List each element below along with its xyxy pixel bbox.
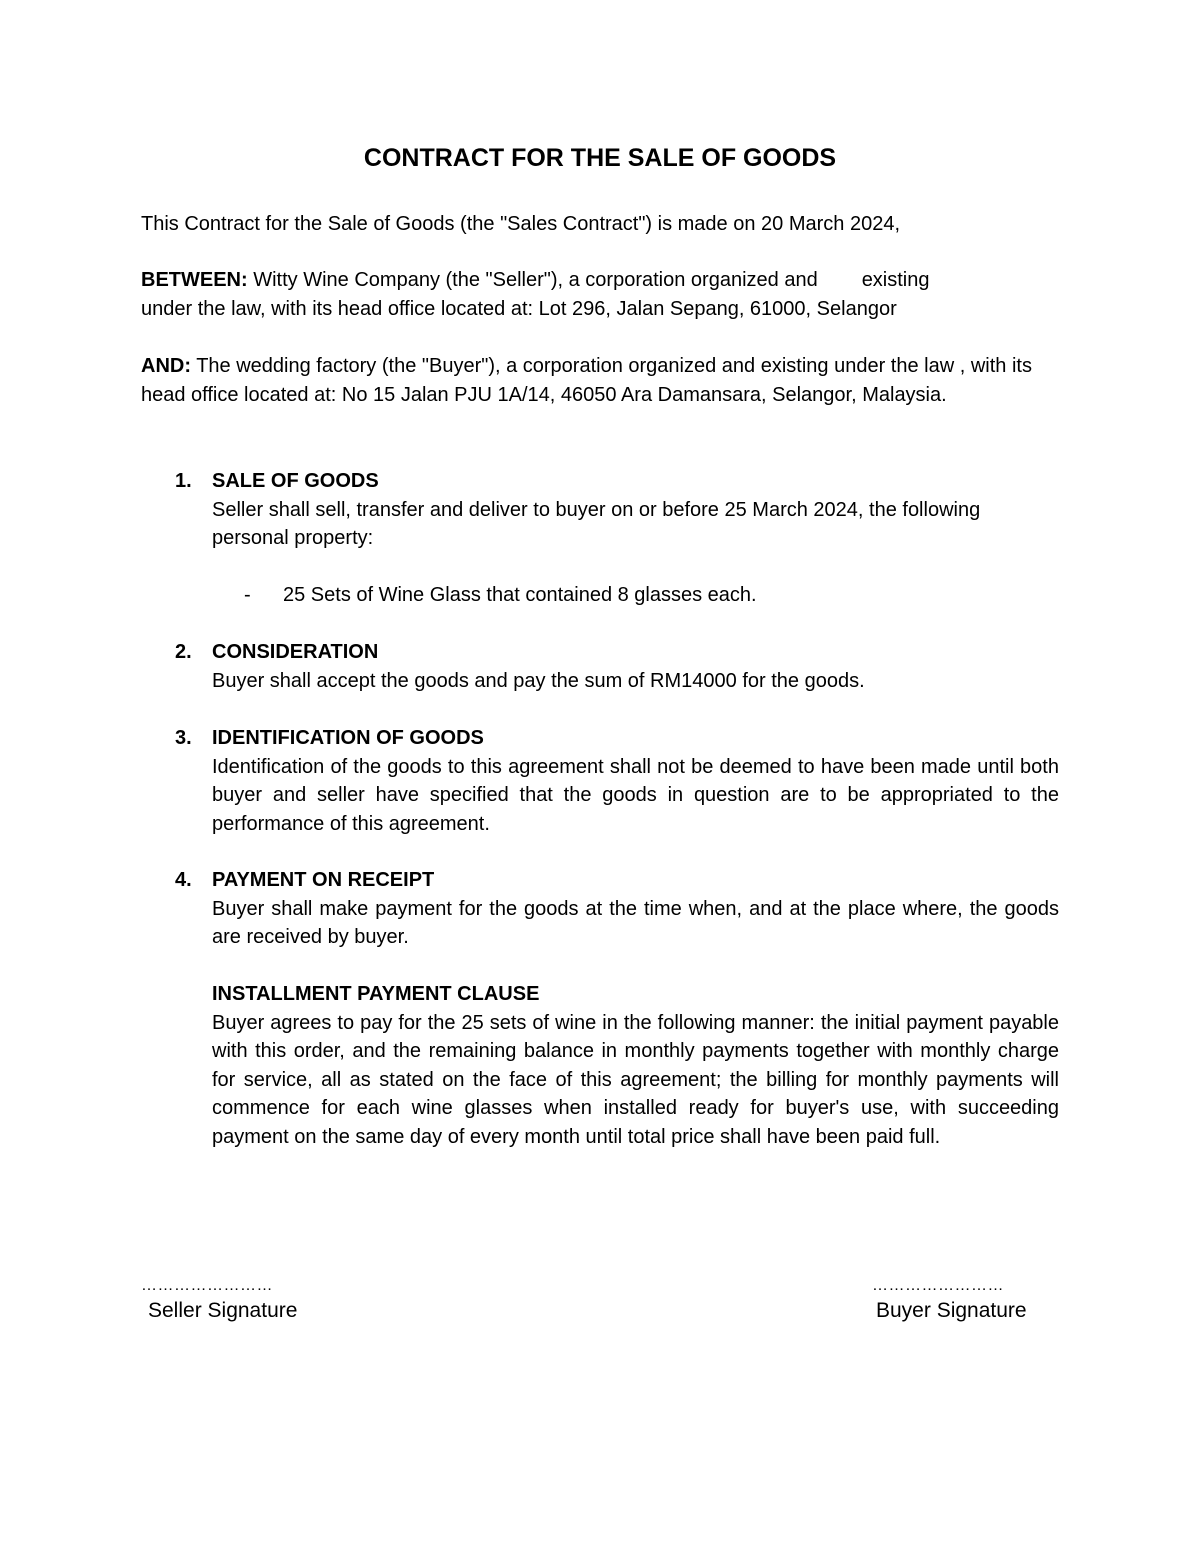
section-title: SALE OF GOODS [212,470,379,492]
section-body: Seller shall sell, transfer and deliver to buyer on or before 25 March 2024, the following personal property: [212,498,981,549]
section-title: CONSIDERATION [212,641,379,663]
section-identification-of-goods [141,724,1059,838]
section-title: PAYMENT ON RECEIPT [212,869,435,891]
between-paragraph [141,266,1059,323]
section-number: 3. [175,727,192,749]
section-installment-payment [141,980,1059,1151]
section-body: Identification of the goods to this agreement shall not be deemed to have been made until both buyer and seller have specified that the goods in question are to be appropriated to the performance of this agreement. [212,755,1059,835]
section-body: Buyer shall make payment for the goods at the time when, and at the place where, the goods are received by buyer. [212,897,1059,948]
section-body: Buyer shall accept the goods and pay the sum of RM14000 for the goods. [212,669,865,692]
section-number: 1. [175,470,192,492]
intro-paragraph: This Contract for the Sale of Goods (the "Sales Contract") is made on 20 March 2024, [141,213,901,235]
seller-party-text-cont: existing [861,269,930,291]
buyer-party-text: The wedding factory (the "Buyer"), a corporation organized and existing under the law , with its head office located at: No 15 Jalan PJU 1A/14, 46050 Ara Damansara, Selangor, Malaysia. [141,355,1032,406]
list-dash: - [244,584,251,606]
buyer-signature-block [872,1276,1027,1326]
seller-signature-label: Seller Signature [148,1299,298,1322]
buyer-signature-label: Buyer Signature [876,1299,1027,1322]
section-title: INSTALLMENT PAYMENT CLAUSE [212,983,540,1005]
section-number: 2. [175,641,192,663]
and-label: AND: [141,355,191,377]
section-title: IDENTIFICATION OF GOODS [212,727,484,749]
section-consideration [141,638,1059,695]
buyer-signature-line: …………………… [872,1277,1004,1294]
seller-address-text: under the law, with its head office located at: Lot 296, Jalan Sepang, 61000, Selangor [141,297,897,320]
goods-item-text: 25 Sets of Wine Glass that contained 8 glasses each. [283,584,757,606]
section-payment-on-receipt [141,866,1059,952]
and-paragraph [141,352,1059,409]
document-title: CONTRACT FOR THE SALE OF GOODS [363,144,837,172]
seller-signature-line: …………………… [141,1277,273,1294]
seller-signature-block [141,1276,297,1326]
section-number: 4. [175,869,192,891]
section-body: Buyer agrees to pay for the 25 sets of wine in the following manner: the initial payment payable with this order, and the remaining balance in monthly payments together with monthly charge for service, all as stated on the face of this agreement; the billing for monthly payments will commence for each wine glasses when installed ready for buyer's use, with succeeding payment on the same day of every month until total price shall have been paid full. [212,1011,1059,1148]
between-label: BETWEEN: [141,269,248,291]
section-sale-of-goods [141,467,1059,553]
seller-party-text: Witty Wine Company (the "Seller"), a corporation organized and [253,269,818,291]
